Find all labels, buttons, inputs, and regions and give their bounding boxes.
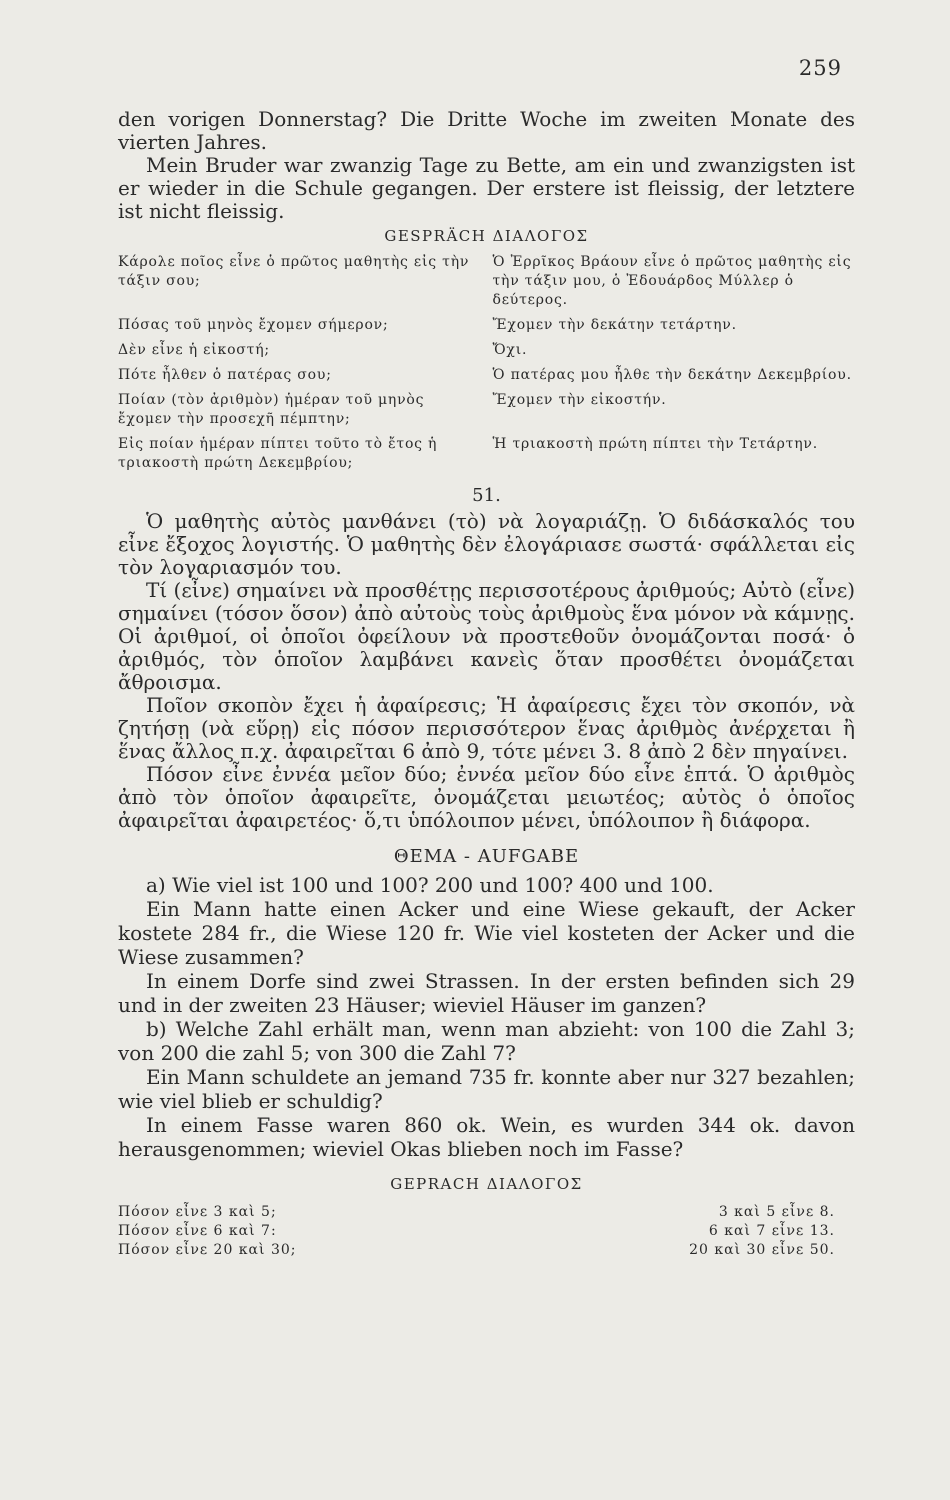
final-dialogue-heading: GEPRACH ΔΙΑΛΟΓΟΣ <box>390 1175 583 1193</box>
aufgabe-heading: ΘΕΜΑ - AUFGABE <box>393 846 580 867</box>
dialogue-answer: Ὁ πατέρας μου ἦλθε τὴν δεκάτην Δεκεμβρίου. <box>492 367 852 383</box>
greek-paragraph: Πόσον εἶνε ἐννέα μεῖον δύο; ἐννέα μεῖον δύο εἶνε ἑπτά. Ὁ ἀριθμὸς ἀπὸ τὸν ὁποῖον ἀφαιρεῖτε, ὀνομάζεται μειωτέος; αὐτὸς ὁ ὁποῖος ἀφαιρεῖται ἀφαιρετέος· ὅ,τι ὑπόλοιπον μένει, ὑπόλοιπον ἢ διάφορα. <box>118 762 855 832</box>
aufgabe-paragraph: a) Wie viel ist 100 und 100? 200 und 100? 400 und 100. <box>146 873 714 897</box>
aufgabe-paragraph: Ein Mann schuldete an jemand 735 fr. konnte aber nur 327 bezahlen; wie viel blieb er schuldig? <box>118 1065 855 1113</box>
greek-paragraph: Ποῖον σκοπὸν ἔχει ἡ ἀφαίρεσις; Ἡ ἀφαίρεσις ἔχει τὸν σκοπόν, νὰ ζητήσῃ (νὰ εὕρῃ) εἰς πόσον περισσότερον ἕνας ἀριθμὸς ἀνέρχεται ἢ ἕνας ἄλλος π.χ. ἀφαιρεῖται 6 ἀπὸ 9, τότε μένει 3. 8 ἀπὸ 2 δὲν πηγαίνει. <box>118 693 855 763</box>
aufgabe-paragraph: b) Welche Zahl erhält man, wenn man abzieht: von 100 die Zahl 3; von 200 die zahl 5; von 300 die Zahl 7? <box>118 1017 855 1065</box>
dialogue-answer: Ἔχομεν τὴν εἰκοστήν. <box>492 392 667 408</box>
aufgabe-paragraph: In einem Dorfe sind zwei Strassen. In der ersten befinden sich 29 und in der zweiten 23 Häuser; wieviel Häuser im ganzen? <box>118 969 855 1017</box>
intro-paragraph: Mein Bruder war zwanzig Tage zu Bette, am ein und zwanzigsten ist er wieder in die Schule gegangen. Der erstere ist fleissig, der letztere ist nicht fleissig. <box>118 153 855 223</box>
sums-table <box>118 1203 855 1260</box>
sums-question: Πόσον εἶνε 20 καὶ 30; <box>118 1242 297 1258</box>
dialogue-question: Κάρολε ποῖος εἶνε ὁ πρῶτος μαθητὴς εἰς τὴν τάξιν σου; <box>118 254 470 289</box>
dialogue-answer: Ὁ Ἐρρῖκος Βράουν εἶνε ὁ πρῶτος μαθητὴς εἰς τὴν τάξιν μου, ὁ Ἐδουάρδος Μύλλερ ὁ δεύτερος. <box>492 254 852 308</box>
sums-answer: 6 καὶ 7 εἶνε 13. <box>708 1223 835 1239</box>
dialogue-question: Δὲν εἶνε ἡ εἰκοστή; <box>118 342 270 358</box>
sums-answer: 20 καὶ 30 εἶνε 50. <box>689 1242 835 1258</box>
dialogue-question: Πόσας τοῦ μηνὸς ἔχομεν σήμερον; <box>118 317 389 333</box>
aufgabe-paragraph: In einem Fasse waren 860 ok. Wein, es wurden 344 ok. davon herausgenommen; wieviel Okas blieben noch im Fasse? <box>118 1113 855 1161</box>
dialogue-table <box>118 253 855 479</box>
greek-paragraph: Τί (εἶνε) σημαίνει νὰ προσθέτῃς περισσοτέρους ἀριθμούς; Αὐτὸ (εἶνε) σημαίνει (τόσον ὅσον) ἀπὸ αὐτοὺς τοὺς ἀριθμοὺς ἕνα μόνον νὰ κάμνῃς. Οἱ ἀριθμοί, οἱ ὁποῖοι ὀφείλουν νὰ προστεθοῦν ὀνομάζονται ποσά· ὁ ἀριθμός, τὸν ὁποῖον λαμβάνει κανεὶς ὅταν προσθέτει ὀνομάζεται ἄθροισμα. <box>118 578 855 694</box>
page-body <box>118 108 855 1260</box>
dialogue-answer: Ὄχι. <box>492 342 528 358</box>
sums-question: Πόσον εἶνε 6 καὶ 7: <box>118 1223 277 1239</box>
sums-question: Πόσον εἶνε 3 καὶ 5; <box>118 1204 277 1220</box>
intro-paragraph: den vorigen Donnerstag? Die Dritte Woche im zweiten Monate des vierten Jahres. <box>118 107 855 154</box>
dialogue-question: Ποίαν (τὸν ἀριθμὸν) ἡμέραν τοῦ μηνὸς ἔχομεν τὴν προσεχῆ πέμπτην; <box>118 392 425 427</box>
dialogue-heading: GESPRÄCH ΔΙΑΛΟΓΟΣ <box>384 227 589 245</box>
page-number: 259 <box>798 56 842 80</box>
dialogue-answer: Ἡ τριακοστὴ πρώτη πίπτει τὴν Τετάρτην. <box>492 436 818 452</box>
greek-paragraph: Ὁ μαθητὴς αὐτὸς μανθάνει (τὸ) νὰ λογαριάζῃ. Ὁ διδάσκαλός του εἶνε ἔξοχος λογιστής. Ὁ μαθητὴς δὲν ἐλογάριασε σωστά· σφάλλεται εἰς τὸν λογαριασμόν του. <box>118 509 855 579</box>
aufgabe-paragraph: Ein Mann hatte einen Acker und eine Wiese gekauft, der Acker kostete 284 fr., die Wiese 120 fr. Wie viel kosteten der Acker und die Wiese zusammen? <box>118 897 855 969</box>
dialogue-question: Πότε ἦλθεν ὁ πατέρας σου; <box>118 367 332 383</box>
section-number: 51. <box>472 485 501 506</box>
sums-answer: 3 καὶ 5 εἶνε 8. <box>718 1204 835 1220</box>
dialogue-question: Εἰς ποίαν ἡμέραν πίπτει τοῦτο τὸ ἔτος ἡ τριακοστὴ πρώτη Δεκεμβρίου; <box>118 436 438 471</box>
dialogue-answer: Ἔχομεν τὴν δεκάτην τετάρτην. <box>492 317 737 333</box>
